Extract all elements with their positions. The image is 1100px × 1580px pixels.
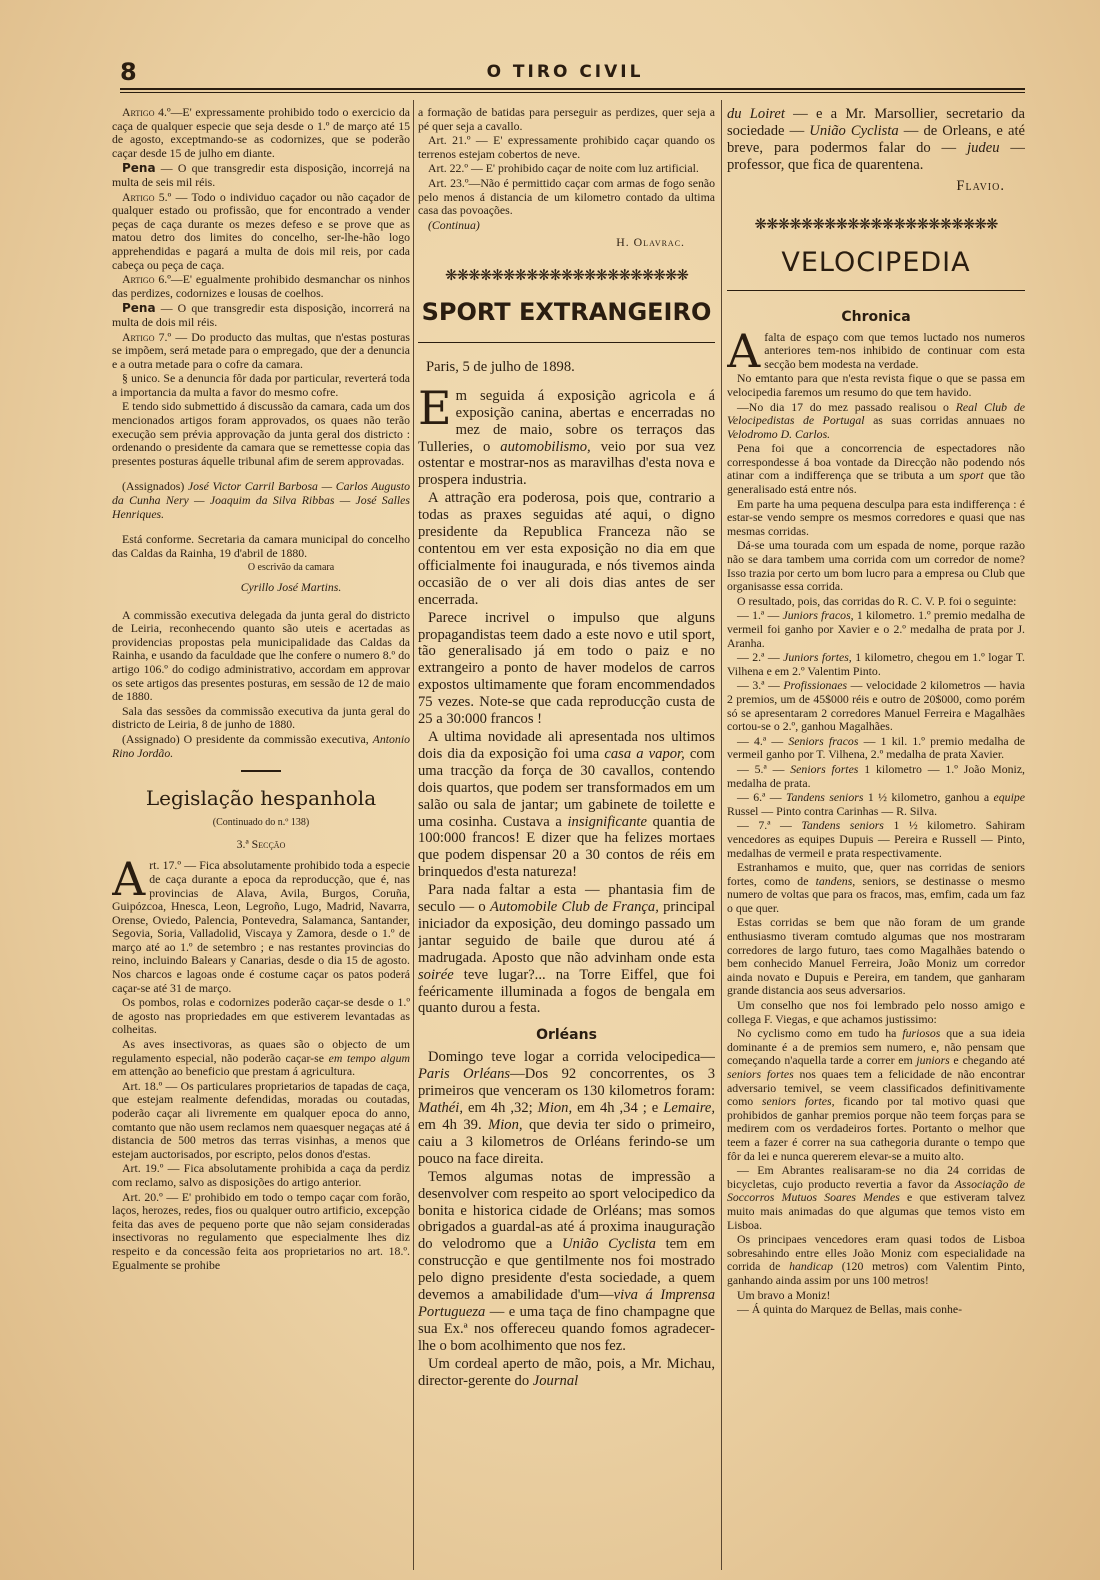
article-paragraph: Em parte ha uma pequena desculpa para esta indifferença : é estar-se vendo sempre os mesmos corredores e quasi que nas mesmas corridas. — [727, 496, 1025, 538]
article-paragraph: Estas corridas se bem que não foram de um grande enthusiasmo tiveram comtudo algumas que nos mostraram corredores de largo futuro, taes como Magalhães batendo o bem conhecido Manuel Ferreira, João Moniz um corredor ainda novato e Dupuis e Pereira, em tandem, que ganharam grande distancia aos seus adversarios. — [727, 915, 1025, 998]
article-paragraph: du Loiret — e a Mr. Marsollier, secretario da sociedade — União Cyclista — de Orleans, e até breve, para podermos falar do — judeu — professor, que fica de quarentena. — [727, 106, 1025, 173]
article-paragraph: Afalta de espaço com que temos luctado nos numeros anteriores tem-nos inhibido de continuar com esta secção bem modesta na verdade. — [727, 323, 1025, 378]
article-paragraph: A commissão executiva delegada da junta geral do districto de Leiria, reconhecendo quanto são uteis e acertadas as providencias propostas pela municipalidade das Caldas da Rainha, e usando da faculdade que lhe confere o numero 8.º do artigo 106.º do codigo administrativo, accordam em approvar os sete artigos das presentes posturas, em sessão de 12 de maio de 1880. — [112, 607, 410, 704]
author-signature: H. Olavrac. — [616, 235, 685, 250]
ornament-border: ❋❋❋❋❋❋❋❋❋❋❋❋❋❋❋❋❋❋❋❋❋ — [754, 214, 998, 233]
drop-cap: E — [418, 380, 452, 435]
article-paragraph: Domingo teve logar a corrida velocipedica—Paris Orléans—Dos 92 concorrentes, os 3 primeiros que venceram os 130 kilometros foram: Mathéi, em 4h ,32; Mion, em 4h ,34 ; e Lemaire, em 4h 39. Mion, que devia ter sido o primeiro, caiu a 3 kilometros de Orléans ferindo-se um pouco na face direita. — [418, 1049, 715, 1167]
page-number: 8 — [120, 58, 137, 86]
article-paragraph: Art. 21.º — E' expressamente prohibido caçar quando os terrenos estejam cobertos de neve. — [418, 133, 715, 161]
article-paragraph: § unico. Se a denuncia fôr dada por particular, reverterá toda a importancia da multa a favor do mesmo cofre. — [112, 371, 410, 399]
section-heading-legislacao: Legislação hespanhola — [145, 786, 377, 811]
article-paragraph: No emtanto para que n'esta revista fique o que se passa em velocipedia faremos um resumo do que tem havido. — [727, 371, 1025, 399]
publication-title: O TIRO CIVIL — [486, 62, 644, 82]
article-paragraph: Artigo 5.º — Todo o individuo caçador ou não caçador de qualquer estado ou profissão, que for encontrado a vender peças de caça durante os mezes defeso e se prove que as matou detro dos limites do concelho, ser-lhe-hão logo apprehendidas e pagará a multa de dois mil reis, por cada cabeça ou peça de caça. — [112, 189, 410, 272]
column-divider — [721, 100, 722, 1570]
article-paragraph: Sala das sessões da commissão executiva da junta geral do districto de Leiria, 8 de junho de 1880. — [112, 703, 410, 732]
article-paragraph: Um conselho que nos foi lembrado pelo nosso amigo e collega F. Viegas, e que achamos justissimo: — [727, 998, 1025, 1026]
article-paragraph: — Em Abrantes realisaram-se no dia 24 corridas de bicycletas, cujo producto revertia a favor da Associação de Soccorros Mutuos Soares Mendes e que estiveram talvez muito mais animadas do que algumas que temos visto em Lisboa. — [727, 1163, 1025, 1232]
clerk-name: Cyrillo José Martins. — [240, 580, 342, 594]
continuation-note: (Continuado do n.º 138) — [212, 817, 310, 829]
column-divider — [413, 100, 414, 1570]
article-paragraph: Dá-se uma tourada com um espada de nome, porque razão não se dara tambem uma corrida com um corredor de nome? Isso trazia por certo um bom lucro para a empresa ou Club que organisasse essa corrida. — [727, 538, 1025, 594]
penalty-paragraph: Pena — O que transgredir esta disposição, incorrerá na multa de dois mil réis. — [112, 301, 410, 329]
article-paragraph: a formação de batidas para perseguir as perdizes, quer seja a pé quer seja a cavallo. — [418, 106, 715, 133]
race-result: — 6.ª — Tandens seniors 1 ½ kilometro, ganhou a equipe Russel — Pinto contra Carinhas — R. Silva. — [727, 790, 1025, 818]
column-3 — [727, 106, 1025, 1574]
subheading-orleans: Orléans — [536, 1027, 597, 1044]
article-paragraph: Em seguida á exposição agricola e á exposição canina, abertas e encerradas no mez de maio, sobre os terraços das Tulleries, o automobilismo, veio por sua vez ostentar e mostrar-nos as maravilhas d'esta nova e prospera industria. — [418, 380, 715, 489]
article-paragraph: — Á quinta do Marquez de Bellas, mais conhe- — [737, 1302, 963, 1317]
section-label: 3.ª Secção — [236, 836, 286, 851]
article-paragraph: Os pombos, rolas e codornizes poderão caçar-se desde o 1.º de agosto nas propriedades em que estiverem levantadas as colheitas. — [112, 995, 410, 1037]
article-paragraph: Um cordeal aperto de mão, pois, a Mr. Michau, director-gerente do Journal — [418, 1355, 715, 1389]
article-paragraph: O resultado, pois, das corridas do R. C. V. P. foi o seguinte: — [737, 593, 1017, 608]
article-paragraph: E tendo sido submettido á discussão da camara, cada um dos mencionados artigos foram approvados, os quaes não terão execução sem prévia approvação da junta geral dos districto : ordenando o presidente da camara que se remettesse copia das presentes posturas áquelle tribunal afim de serem approvadas. — [112, 399, 410, 468]
signatures: (Assignados) José Victor Carril Barbosa — Carlos Augusto da Cunha Nery — Joaquim da Silva Ribbas — José Salles Henriques. — [112, 479, 410, 521]
article-paragraph: Artigo 7.º — Do producto das multas, que n'estas posturas se impõem, será metade para o empregado, que der a denuncia e a outra metade para o cofre da camara. — [112, 329, 410, 371]
separator-rule — [241, 770, 281, 772]
article-paragraph: Os principaes vencedores eram quasi todos de Lisboa sobresahindo entre elles João Moniz com especialidade na corrida de handicap (120 metros) com Valentim Pinto, ganhando ainda assim por uns 100 metros! — [727, 1232, 1025, 1287]
author-signature: Flavio. — [956, 177, 1005, 194]
article-paragraph: Artigo 4.º—E' expressamente prohibido todo o exercicio da caça de qualquer especie que seja desde o 1.º de março até 15 de agosto, exceptmando-se as codornizes, que se poderão caçar desde 15 de julho em diante. — [112, 106, 410, 160]
header-rule — [120, 88, 1025, 93]
dateline: Paris, 5 de julho de 1898. — [426, 358, 575, 375]
ornament-border: ❋❋❋❋❋❋❋❋❋❋❋❋❋❋❋❋❋❋❋❋❋ — [445, 265, 688, 284]
column-1 — [112, 106, 410, 1574]
race-result: — 7.ª — Tandens seniors 1 ½ kilometro. Sahiram vencedores as equipes Dupuis — Pereira e Russell — Pinto, medalhas de vermeil e prata respectivamente. — [727, 818, 1025, 860]
article-paragraph: Art. 20.º — E' prohibido em todo o tempo caçar com forão, laços, herozes, redes, fios ou qualquer outro artificio, excepção feita das aves de pequeno porte que não sejam consideradas insectivoras no regulamento que especialmente lhes diz respeito e da concessão feita aos proprietarios no art. 18.º. Egualmente se prohibe — [112, 1189, 410, 1272]
article-paragraph: Art. 17.º — Fica absolutamente prohibido toda a especie de caça durante a epoca da reproducção, que é, nas provincias de Alava, Avila, Burgos, Coruña, Guipózcoa, Hnesca, Leon, Legroño, Lugo, Madrid, Navarra, Orense, Oviedo, Palencia, Pontevedra, Salamanca, Santander, Segovia, Soria, Valladolid, Viscaya y Zamora, desde o 1.º de março até ao 1.º de setembro ; e nas restantes provincias do reino, incluindo Balears y Canarias, desde o dia 15 de agosto. Nos charcos e lagoas onde é costume caçar os patos poderá caçar-se até 31 de março. — [112, 852, 410, 995]
article-paragraph: (Assignado) O presidente da commissão executiva, Antonio Rino Jordão. — [112, 731, 410, 760]
clerk-title: O escrivão da camara — [247, 562, 335, 574]
article-paragraph: Art. 19.º — Fica absolutamente prohibida a caça da perdiz com reclamo, salvo as disposições do artigo anterior. — [112, 1161, 410, 1189]
section-heading-velocipedia: VELOCIPEDIA — [727, 247, 1025, 291]
page-header — [120, 58, 1010, 88]
article-paragraph: Um bravo a Moniz! — [737, 1287, 831, 1302]
article-paragraph: As aves insectivoras, as quaes são o objecto de um regulamento especial, não poderão caçar-se em tempo algum em attenção ao beneficio que prestam á agricultura. — [112, 1037, 410, 1079]
penalty-paragraph: Pena — O que transgredir esta disposição, incorrejá na multa de seis mil réis. — [112, 161, 410, 189]
article-paragraph: A attração era poderosa, pois que, contrario a todas as praxes seguidas até aqui, o digno presidente da Republica Franceza não se contentou em ver esta exposição no dia em que officialmente foi inaugurada, e nós tivemos ainda occasião de o ver ali dois dias antes de ser encerrada. — [418, 490, 715, 608]
continuation-note: (Continua) — [428, 217, 480, 232]
article-paragraph: Artigo 6.º—E' egualmente prohibido desmanchar os ninhos das perdizes, codornizes e lousas de coelhos. — [112, 272, 410, 300]
article-paragraph: A ultima novidade ali apresentada nos ultimos dois dia da exposição foi uma casa a vapor, com uma tracção da força de 30 cavallos, contendo dois quartos, que podem ser transformados em um salão ou sala de jantar; um gabinete de toilette e uma cosinha. Custava a insignificante quantia de 100:000 francos! E dizer que ha felizes mortaes que podem dispensar 20 a 30 contos de réis em brinquedos d'esta natureza! — [418, 728, 715, 881]
certification-paragraph: Está conforme. Secretaria da camara municipal do concelho das Caldas da Rainha, 19 d'abril de 1880. — [112, 532, 410, 560]
article-paragraph: No cyclismo como em tudo ha furiosos que a sua ideia dominante é a de premios sem numero, e, não pensam que começando n'aquella tarde a correr em juniors e chegando até seniors fortes nos quaes tem a felicidade de não encontrar adversario temivel, se veem classificados definitivamente como seniors fortes, ficando por tal motivo quasi que prohibidos de ganhar premios porque não teem forças para se medirem com os verdadeiros fortes. Portanto o melhor que teem a fazer é correr na sua cathegoria durante o tempo que fôr da lei e nunca quererem elevar-se a muito alto. — [727, 1026, 1025, 1163]
race-result: — 1.ª — Juniors fracos, 1 kilometro. 1.º premio medalha de vermeil foi ganho por Xavier e o 2.º medalha de prata por J. Aranha. — [727, 608, 1025, 650]
article-paragraph: —No dia 17 do mez passado realisou o Real Club de Velocipedistas de Portugal as suas corridas annuaes no Velodromo D. Carlos. — [727, 399, 1025, 441]
article-paragraph: Art. 22.º — E' prohibido caçar de noite com luz artificial. — [428, 161, 699, 176]
article-paragraph: Art. 18.º — Os particulares proprietarios de tapadas de caça, que estejam realmente defendidas, moradas ou coutadas, poderão caçar ali livremente em qualquer epoca do anno, comtanto que não usem reclamos nem quaesquer negaças até á distancia de 500 metros das terras visinhas, a menos que estejam auctorisados, por escripto, pelos donos d'estas. — [112, 1078, 410, 1161]
article-paragraph: Para nada faltar a esta — phantasia fim de seculo — o Automobile Club de França, principal iniciador da exposição, deu domingo passado um jantar seguido de baile que durou até á madrugada. Aposto que não advinham onde esta soirée teve lugar?... na Torre Eiffel, que foi feéricamente illuminada a fogos de bengala em quanto durou a festa. — [418, 882, 715, 1017]
column-2 — [418, 106, 715, 1574]
section-heading-sport: SPORT EXTRANGEIRO — [418, 298, 715, 343]
subheading-chronica: Chronica — [841, 308, 911, 325]
article-paragraph: Parece incrivel o impulso que alguns propagandistas teem dado a este novo e util sport, tão generalisado já em todo o paiz e no extrangeiro a ponto de haver modelos de carros expostos ultimamente que foram encommendados 75 vezes. Note-se que cada reproducção custa de 25 a 30:000 francos ! — [418, 609, 715, 728]
race-result: — 4.ª — Seniors fracos — 1 kil. 1.º premio medalha de vermeil ganho por T. Vilhena, 2.º medalha de prata Xavier. — [727, 733, 1025, 762]
drop-cap: A — [727, 323, 761, 378]
article-paragraph: Estranhamos e muito, que, quer nas corridas de seniors fortes, como de tandens, seniors, se destinasse o mesmo numero de voltas que para os fracos, mas, emfim, cada um faz o que quer. — [727, 860, 1025, 915]
race-result: — 5.ª — Seniors fortes 1 kilometro — 1.º João Moniz, medalha de prata. — [727, 761, 1025, 790]
article-paragraph: Pena foi que a concorrencia de espectadores não correspondesse á boa vontade da Direcção não podendo nós atinar com a indifferença que se tributa a um sport que tão generalisado está entre nós. — [727, 441, 1025, 497]
race-result: — 2.ª — Juniors fortes, 1 kilometro, chegou em 1.º logar T. Vilhena e em 2.º Valentim Pinto. — [727, 650, 1025, 678]
drop-cap: A — [112, 852, 146, 907]
article-paragraph: Temos algumas notas de impressão a desenvolver com respeito ao sport velocipedico da bonita e historica cidade de Orléans; mas somos obrigados a guardal-as até á proxima inauguração do velodromo que a União Cyclista tem em construcção e que gentilmente nos foi mostrado pelo digno presidente d'esta sociedade, a quem devemos a amabilidade d'um—viva á Imprensa Portugueza — e uma taça de fino champagne que sua Ex.ª nos offereceu quando fomos agradecer-lhe o bom acolhimento que nos fez. — [418, 1168, 715, 1354]
race-result: — 3.ª — Profissionaes — velocidade 2 kilometros — havia 2 premios, um de 45$000 réis e outro de 20$000, como porém só se apresentaram 2 corredores Manuel Ferreira e Magalhães cortou-se o 2.º, ganhou Magalhães. — [727, 678, 1025, 734]
article-paragraph: Art. 23.º—Não é permittido caçar com armas de fogo senão pelo menos á distancia de um kilometro contado da ultima casa das povoações. — [418, 175, 715, 218]
